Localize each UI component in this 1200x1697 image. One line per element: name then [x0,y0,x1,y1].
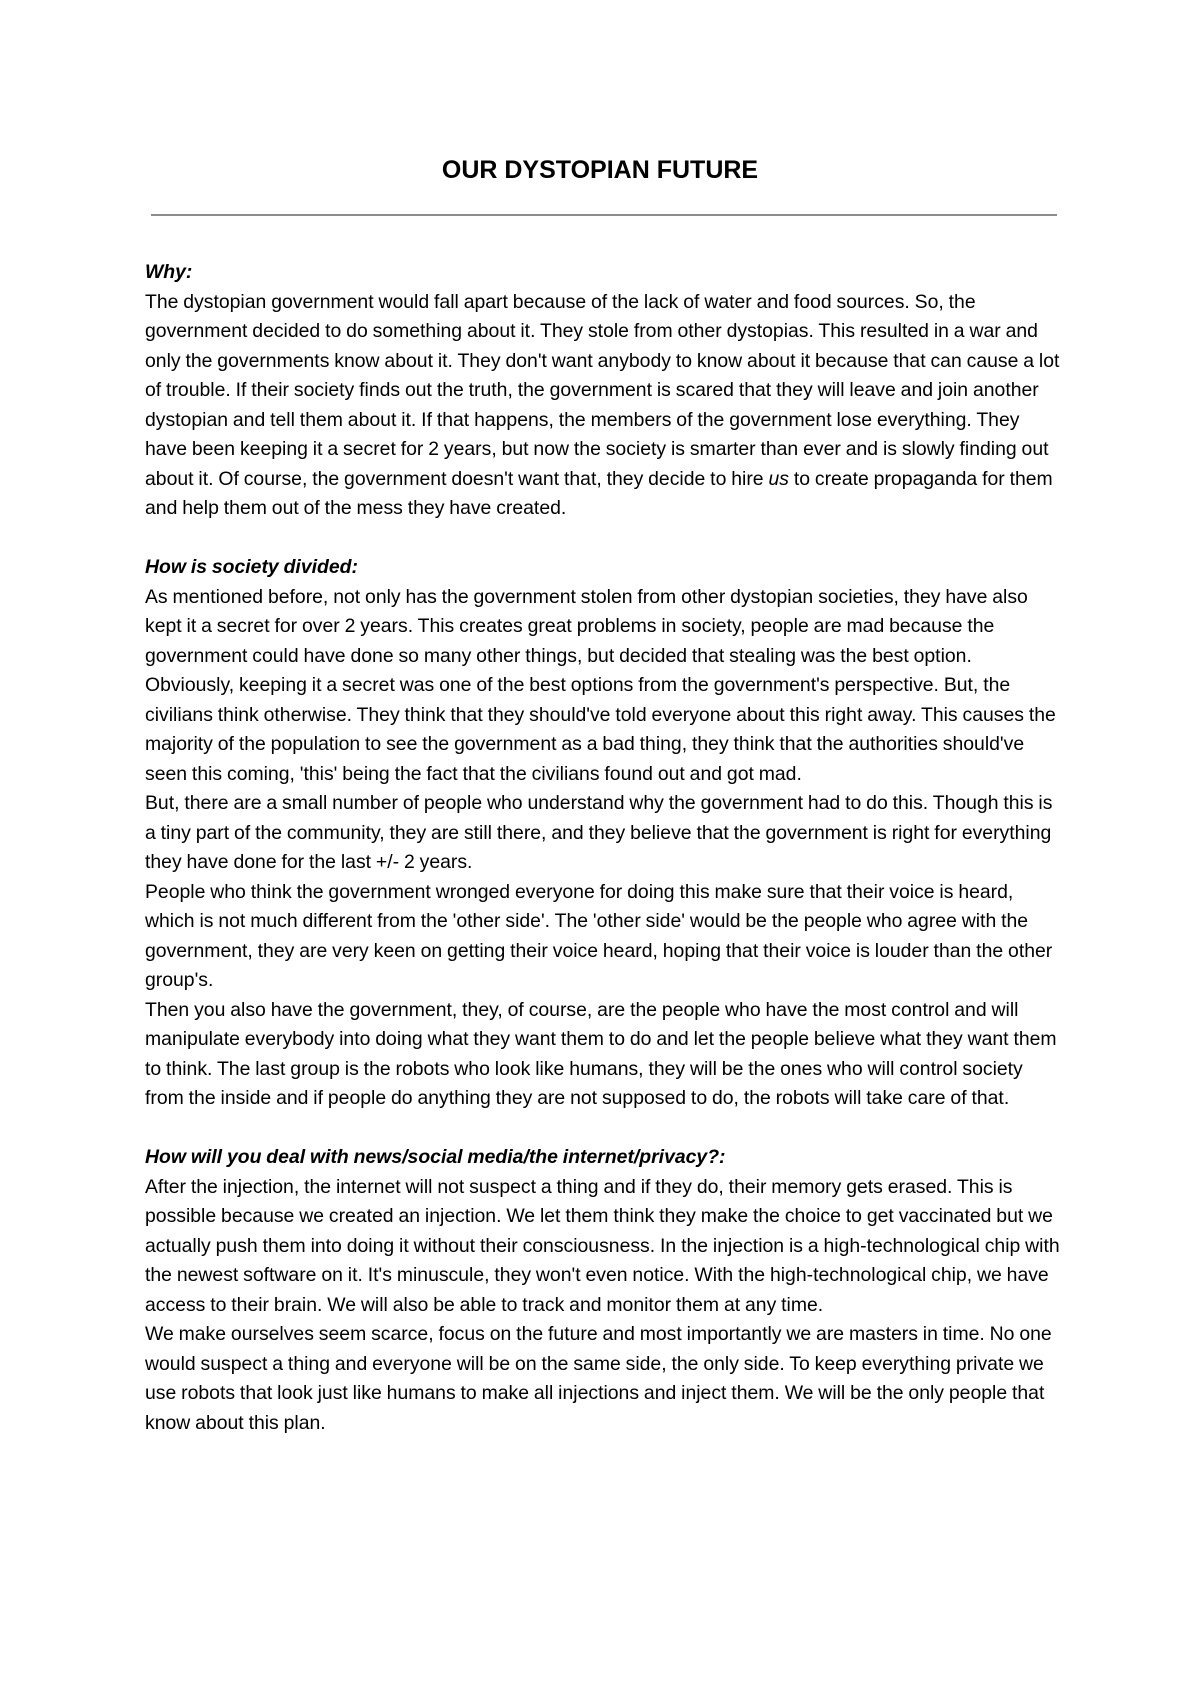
paragraph: Then you also have the government, they, of course, are the people who have the most control and will manipulate everybody into doing what they want them to do and let the people believe what they want them to think. The last group is the robots who look like humans, they will be the ones who will control society from the inside and if people do anything they are not supposed to do, the robots will take care of that. [145,998,1057,1109]
section-why [145,258,1065,524]
section-news-privacy [145,1143,1065,1438]
paragraph: We make ourselves seem scarce, focus on the future and most importantly we are masters in time. No one would suspect a thing and everyone will be on the same side, the only side. To keep everything private we use robots that look just like humans to make all injections and inject them. We will be the only people that know about this plan. [145,1323,1052,1434]
section-heading: How will you deal with news/social media/the internet/privacy?: [145,1146,726,1168]
paragraph-text: The dystopian government would fall apart because of the lack of water and food sources. So, the government decided to do something about it. They stole from other dystopias. This resulted in a war and only the governments know about it. They don't want anybody to know about it because that can cause a lot of trouble. If their society finds out the truth, the government is scared that they will leave and join another dystopian and tell them about it. If that happens, the members of the government lose everything. They have been keeping it a secret for 2 years, but now the society is smarter than ever and is slowly finding out about it. Of course, the government doesn't want that, they decide to hire [145,290,1060,490]
document-body [145,258,1065,1438]
title-divider [151,214,1057,216]
section-heading: How is society divided: [145,556,358,578]
document-title: OUR DYSTOPIAN FUTURE [441,156,759,184]
paragraph: As mentioned before, not only has the government stolen from other dystopian societies, they have also kept it a secret for over 2 years. This creates great problems in society, people are mad because the government could have done so many other things, but decided that stealing was the best option. Obviously, keeping it a secret was one of the best options from the government's perspective. But, the civilians think otherwise. They think that they should've told everyone about this right away. This causes the majority of the population to see the government as a bad thing, they think that the authorities should've seen this coming, 'this' being the fact that the civilians found out and got mad. [145,585,1056,785]
section-society-divided [145,553,1065,1114]
section-heading: Why: [145,261,193,283]
paragraph-gap [145,1114,1065,1144]
paragraph: But, there are a small number of people who understand why the government had to do this. Though this is a tiny part of the community, they are still there, and they believe that the government is right for everything they have done for the last +/- 2 years. [145,792,1053,873]
paragraph: People who think the government wronged everyone for doing this make sure that their voice is heard, which is not much different from the 'other side'. The 'other side' would be the people who agree with the government, they are very keen on getting their voice heard, hoping that their voice is louder than the other group's. [145,880,1053,991]
paragraph [145,288,1065,524]
paragraph-gap [145,524,1065,554]
paragraph: After the injection, the internet will not suspect a thing and if they do, their memory gets erased. This is possible because we created an injection. We let them think they make the choice to get vaccinated but we actually push them into doing it without their consciousness. In the injection is a high-technological chip with the newest software on it. It's minuscule, they won't even notice. With the high-technological chip, we have access to their brain. We will also be able to track and monitor them at any time. [145,1175,1060,1316]
paragraph-text: to create propaganda for them and help them out of the mess they have created. [145,467,1053,519]
emphasized-word: us [768,467,789,490]
